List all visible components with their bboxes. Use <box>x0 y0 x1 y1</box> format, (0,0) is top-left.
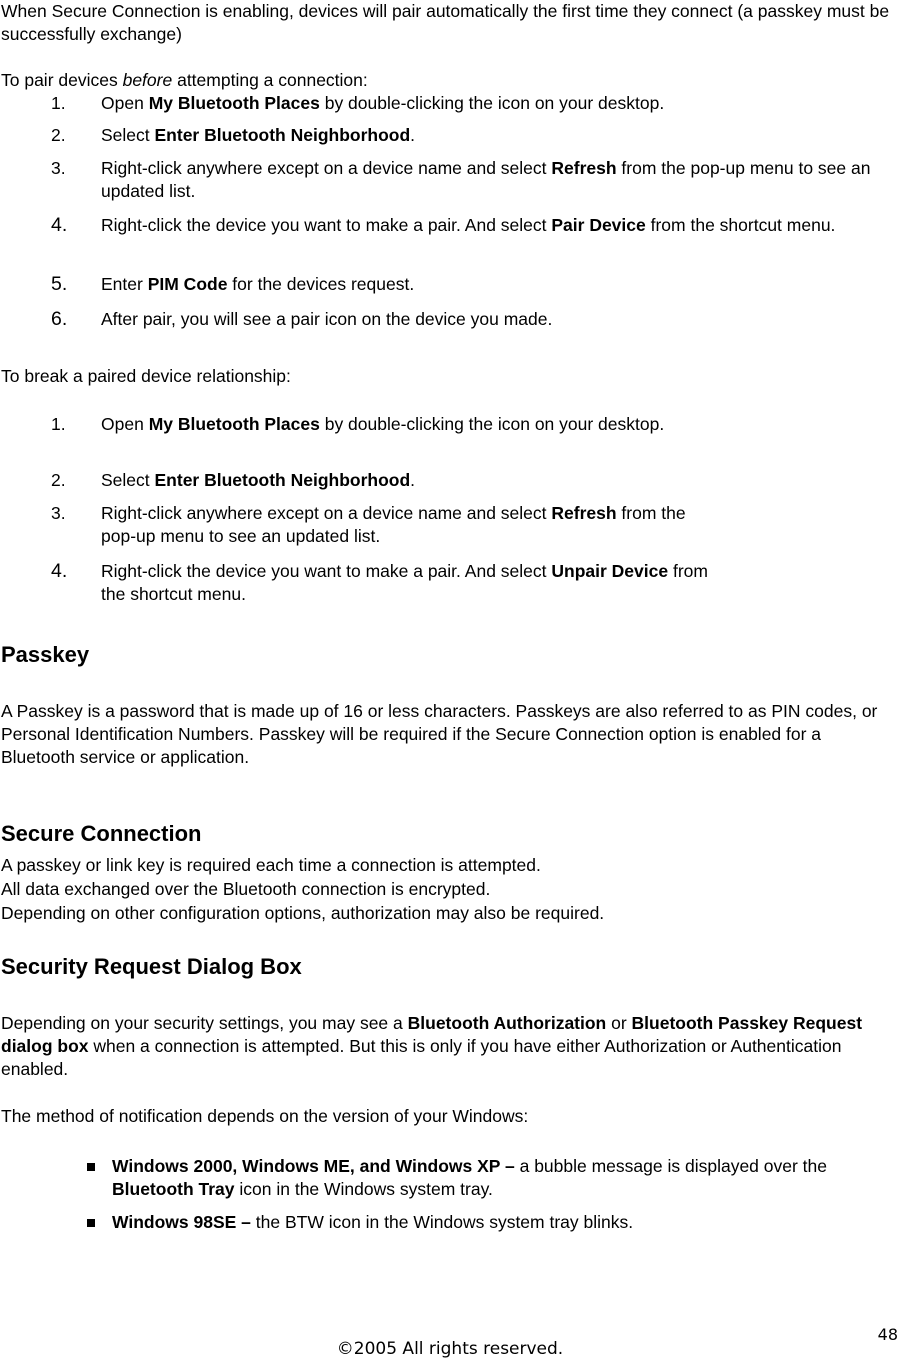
bullet-text: Windows 2000, Windows ME, and Windows XP – a bubble message is displayed over the Bluetooth Tray icon in the Windows system tray. <box>112 1156 828 1199</box>
break-lead-text: To break a paired device relationship: <box>1 366 291 386</box>
intro-text: When Secure Connection is enabling, devices will pair automatically the first time they connect (a passkey must be successfully exchange) <box>1 1 890 44</box>
notification-method-paragraph: The method of notification depends on the version of your Windows: <box>1 1106 529 1126</box>
square-bullet-icon <box>87 1219 95 1227</box>
pair-lead <box>1 69 893 92</box>
step-text: Right-click the device you want to make a pair. And select Unpair Device from the shortcut menu. <box>101 561 708 604</box>
break-lead <box>1 365 893 388</box>
step-number: 4. <box>51 560 68 582</box>
step-number: 6. <box>51 308 68 330</box>
step-number: 1. <box>51 93 66 113</box>
security-dialog-heading: Security Request Dialog Box <box>1 954 302 979</box>
intro-paragraph <box>1 0 893 46</box>
step-number: 3. <box>51 503 66 523</box>
step-text: Right-click anywhere except on a device name and select Refresh from the pop-up menu to see an updated list. <box>101 503 686 546</box>
passkey-text: A Passkey is a password that is made up of 16 or less characters. Passkeys are also referred to as PIN codes, or Personal Identification Numbers. Passkey will be required if the Secure Connection option is enabled for a Bluetooth service or application. <box>1 701 878 767</box>
step-text: After pair, you will see a pair icon on the device you made. <box>101 309 553 329</box>
step-text: Select Enter Bluetooth Neighborhood. <box>101 125 416 145</box>
secure-line: A passkey or link key is required each time a connection is attempted. <box>1 855 541 875</box>
pair-lead-emphasis: before <box>122 70 173 90</box>
bullet-text: Windows 98SE – the BTW icon in the Windows system tray blinks. <box>112 1212 634 1232</box>
step-number: 1. <box>51 414 66 434</box>
step-number: 3. <box>51 158 66 178</box>
page-number: 48 <box>877 1325 898 1344</box>
copyright-footer: ©2005 All rights reserved. <box>336 1339 564 1359</box>
pair-lead-prefix: To pair devices <box>1 70 123 90</box>
step-text: Select Enter Bluetooth Neighborhood. <box>101 470 416 490</box>
step-number: 2. <box>51 470 66 490</box>
step-text: Enter PIM Code for the devices request. <box>101 274 415 294</box>
secure-connection-heading: Secure Connection <box>1 821 202 846</box>
step-number: 5. <box>51 273 68 295</box>
square-bullet-icon <box>87 1163 95 1171</box>
step-text: Right-click anywhere except on a device name and select Refresh from the pop-up menu to see an updated list. <box>101 158 871 201</box>
step-number: 2. <box>51 125 66 145</box>
secure-line: Depending on other configuration options, authorization may also be required. <box>1 903 605 923</box>
step-text: Open My Bluetooth Places by double-clicking the icon on your desktop. <box>101 414 665 434</box>
step-text: Right-click the device you want to make a pair. And select Pair Device from the shortcut menu. <box>101 215 836 235</box>
secure-line: All data exchanged over the Bluetooth connection is encrypted. <box>1 879 491 899</box>
passkey-paragraph <box>1 700 893 769</box>
security-dialog-paragraph: Depending on your security settings, you may see a Bluetooth Authorization or Bluetooth Passkey Request dialog box when a connection is attempted. But this is only if you have either Authorization or Authentication enabled. <box>1 1013 863 1079</box>
passkey-heading: Passkey <box>1 642 90 667</box>
pair-lead-suffix: attempting a connection: <box>172 70 368 90</box>
step-number: 4. <box>51 214 68 236</box>
step-text: Open My Bluetooth Places by double-clicking the icon on your desktop. <box>101 93 665 113</box>
